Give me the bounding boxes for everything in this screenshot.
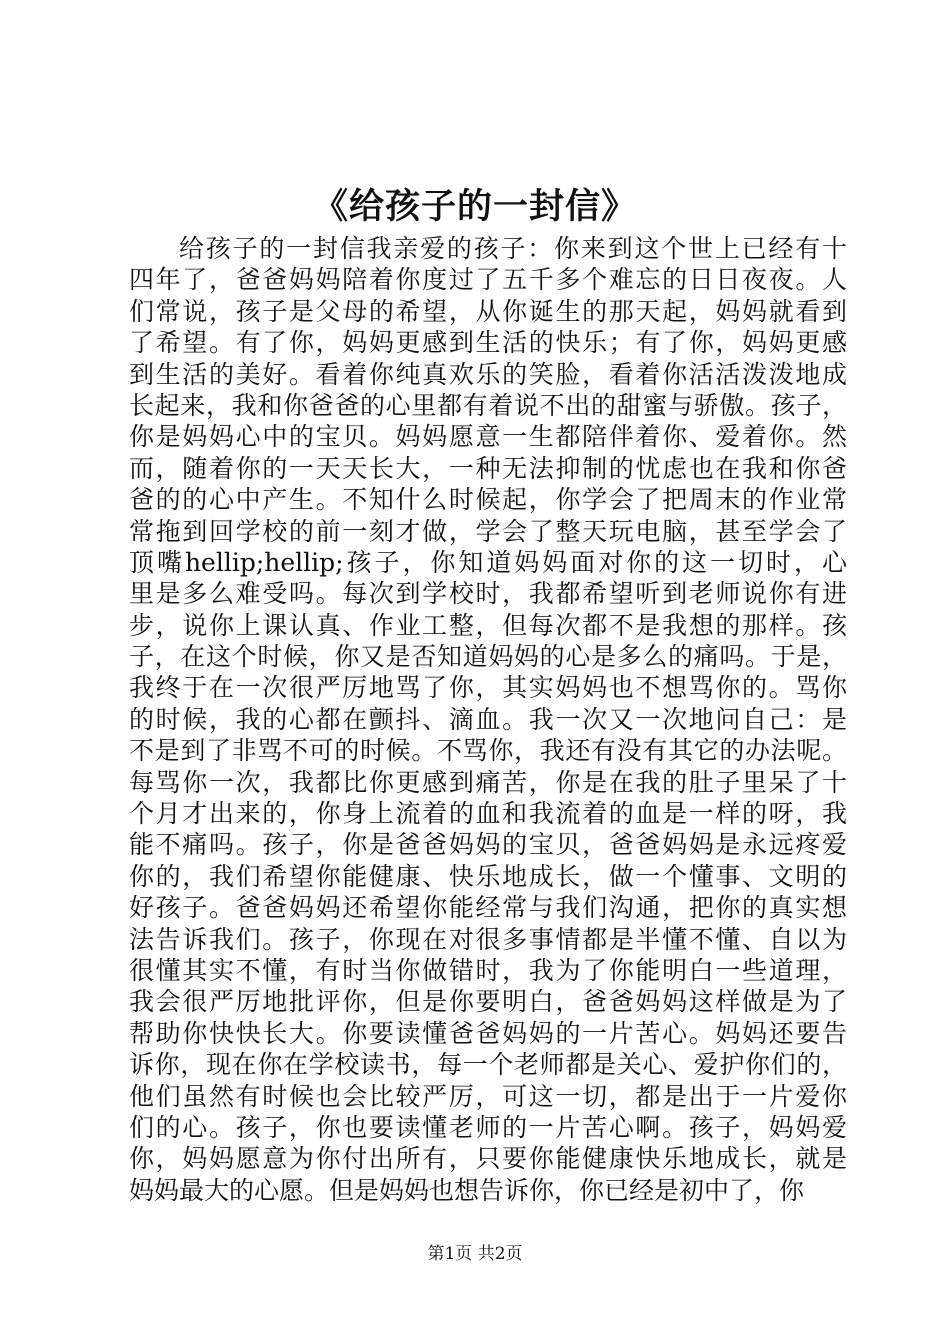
body-line: 不是到了非骂不可的时候。不骂你，我还有没有其它的办法呢。 (129, 736, 847, 766)
body-line: 四年了，爸爸妈妈陪着你度过了五千多个难忘的日日夜夜。人 (129, 265, 847, 295)
page-footer (0, 1242, 950, 1266)
body-line: 好孩子。爸爸妈妈还希望你能经常与我们沟通，把你的真实想 (129, 893, 847, 923)
body-line: 妈妈最大的心愿。但是妈妈也想告诉你，你已经是初中了，你 (129, 1175, 805, 1205)
body-line: 我终于在一次很严厉地骂了你，其实妈妈也不想骂你的。骂你 (129, 673, 847, 703)
body-line: 子，在这个时候，你又是否知道妈妈的心是多么的痛吗。于是， (129, 642, 847, 672)
body-line: 能不痛吗。孩子，你是爸爸妈妈的宝贝，爸爸妈妈是永远疼爱 (129, 830, 847, 860)
document-body (129, 233, 847, 1206)
body-line: 的时候，我的心都在颤抖、滴血。我一次又一次地问自己：是 (129, 704, 847, 734)
body-line: 很懂其实不懂，有时当你做错时，我为了你能明白一些道理， (129, 955, 847, 985)
body-line: 他们虽然有时候也会比较严厉，可这一切，都是出于一片爱你 (129, 1081, 847, 1111)
body-line: 到生活的美好。看着你纯真欢乐的笑脸，看着你活活泼泼地成 (129, 359, 847, 389)
body-line: 们的心。孩子，你也要读懂老师的一片苦心啊。孩子，妈妈爱 (129, 1112, 847, 1142)
body-line: 你的，我们希望你能健康、快乐地成长，做一个懂事、文明的 (129, 861, 847, 891)
body-line: 你是妈妈心中的宝贝。妈妈愿意一生都陪伴着你、爱着你。然 (129, 422, 847, 452)
body-line: 长起来，我和你爸爸的心里都有着说不出的甜蜜与骄傲。孩子， (129, 390, 847, 420)
body-line: 你，妈妈愿意为你付出所有，只要你能健康快乐地成长，就是 (129, 1144, 847, 1174)
body-line: 每骂你一次，我都比你更感到痛苦，你是在我的肚子里呆了十 (129, 767, 847, 797)
document-title: 《给孩子的一封信》 (312, 186, 637, 227)
body-line: 了希望。有了你，妈妈更感到生活的快乐；有了你，妈妈更感 (129, 328, 847, 358)
body-line: 爸的的心中产生。不知什么时候起，你学会了把周末的作业常 (129, 485, 847, 515)
body-line: 给孩子的一封信我亲爱的孩子：你来到这个世上已经有十 (179, 234, 847, 263)
page-indicator: 第1页 共2页 (427, 1244, 523, 1264)
body-line: 们常说，孩子是父母的希望，从你诞生的那天起，妈妈就看到 (129, 296, 847, 326)
body-line: 诉你，现在你在学校读书，每一个老师都是关心、爱护你们的， (129, 1050, 847, 1080)
body-line: 个月才出来的，你身上流着的血和我流着的血是一样的呀，我 (129, 799, 847, 829)
body-line: 顶嘴hellip;hellip;孩子，你知道妈妈面对你的这一切时，心 (129, 547, 847, 577)
body-line: 我会很严厉地批评你，但是你要明白，爸爸妈妈这样做是为了 (129, 987, 847, 1017)
body-line: 步，说你上课认真、作业工整，但每次都不是我想的那样。孩 (129, 610, 847, 640)
body-line: 常拖到回学校的前一刻才做，学会了整天玩电脑，甚至学会了 (129, 516, 847, 546)
body-line: 法告诉我们。孩子，你现在对很多事情都是半懂不懂、自以为 (129, 924, 847, 954)
body-line: 里是多么难受吗。每次到学校时，我都希望听到老师说你有进 (129, 579, 847, 609)
body-line: 帮助你快快长大。你要读懂爸爸妈妈的一片苦心。妈妈还要告 (129, 1018, 847, 1048)
body-line: 而，随着你的一天天长大，一种无法抑制的忧虑也在我和你爸 (129, 453, 847, 483)
